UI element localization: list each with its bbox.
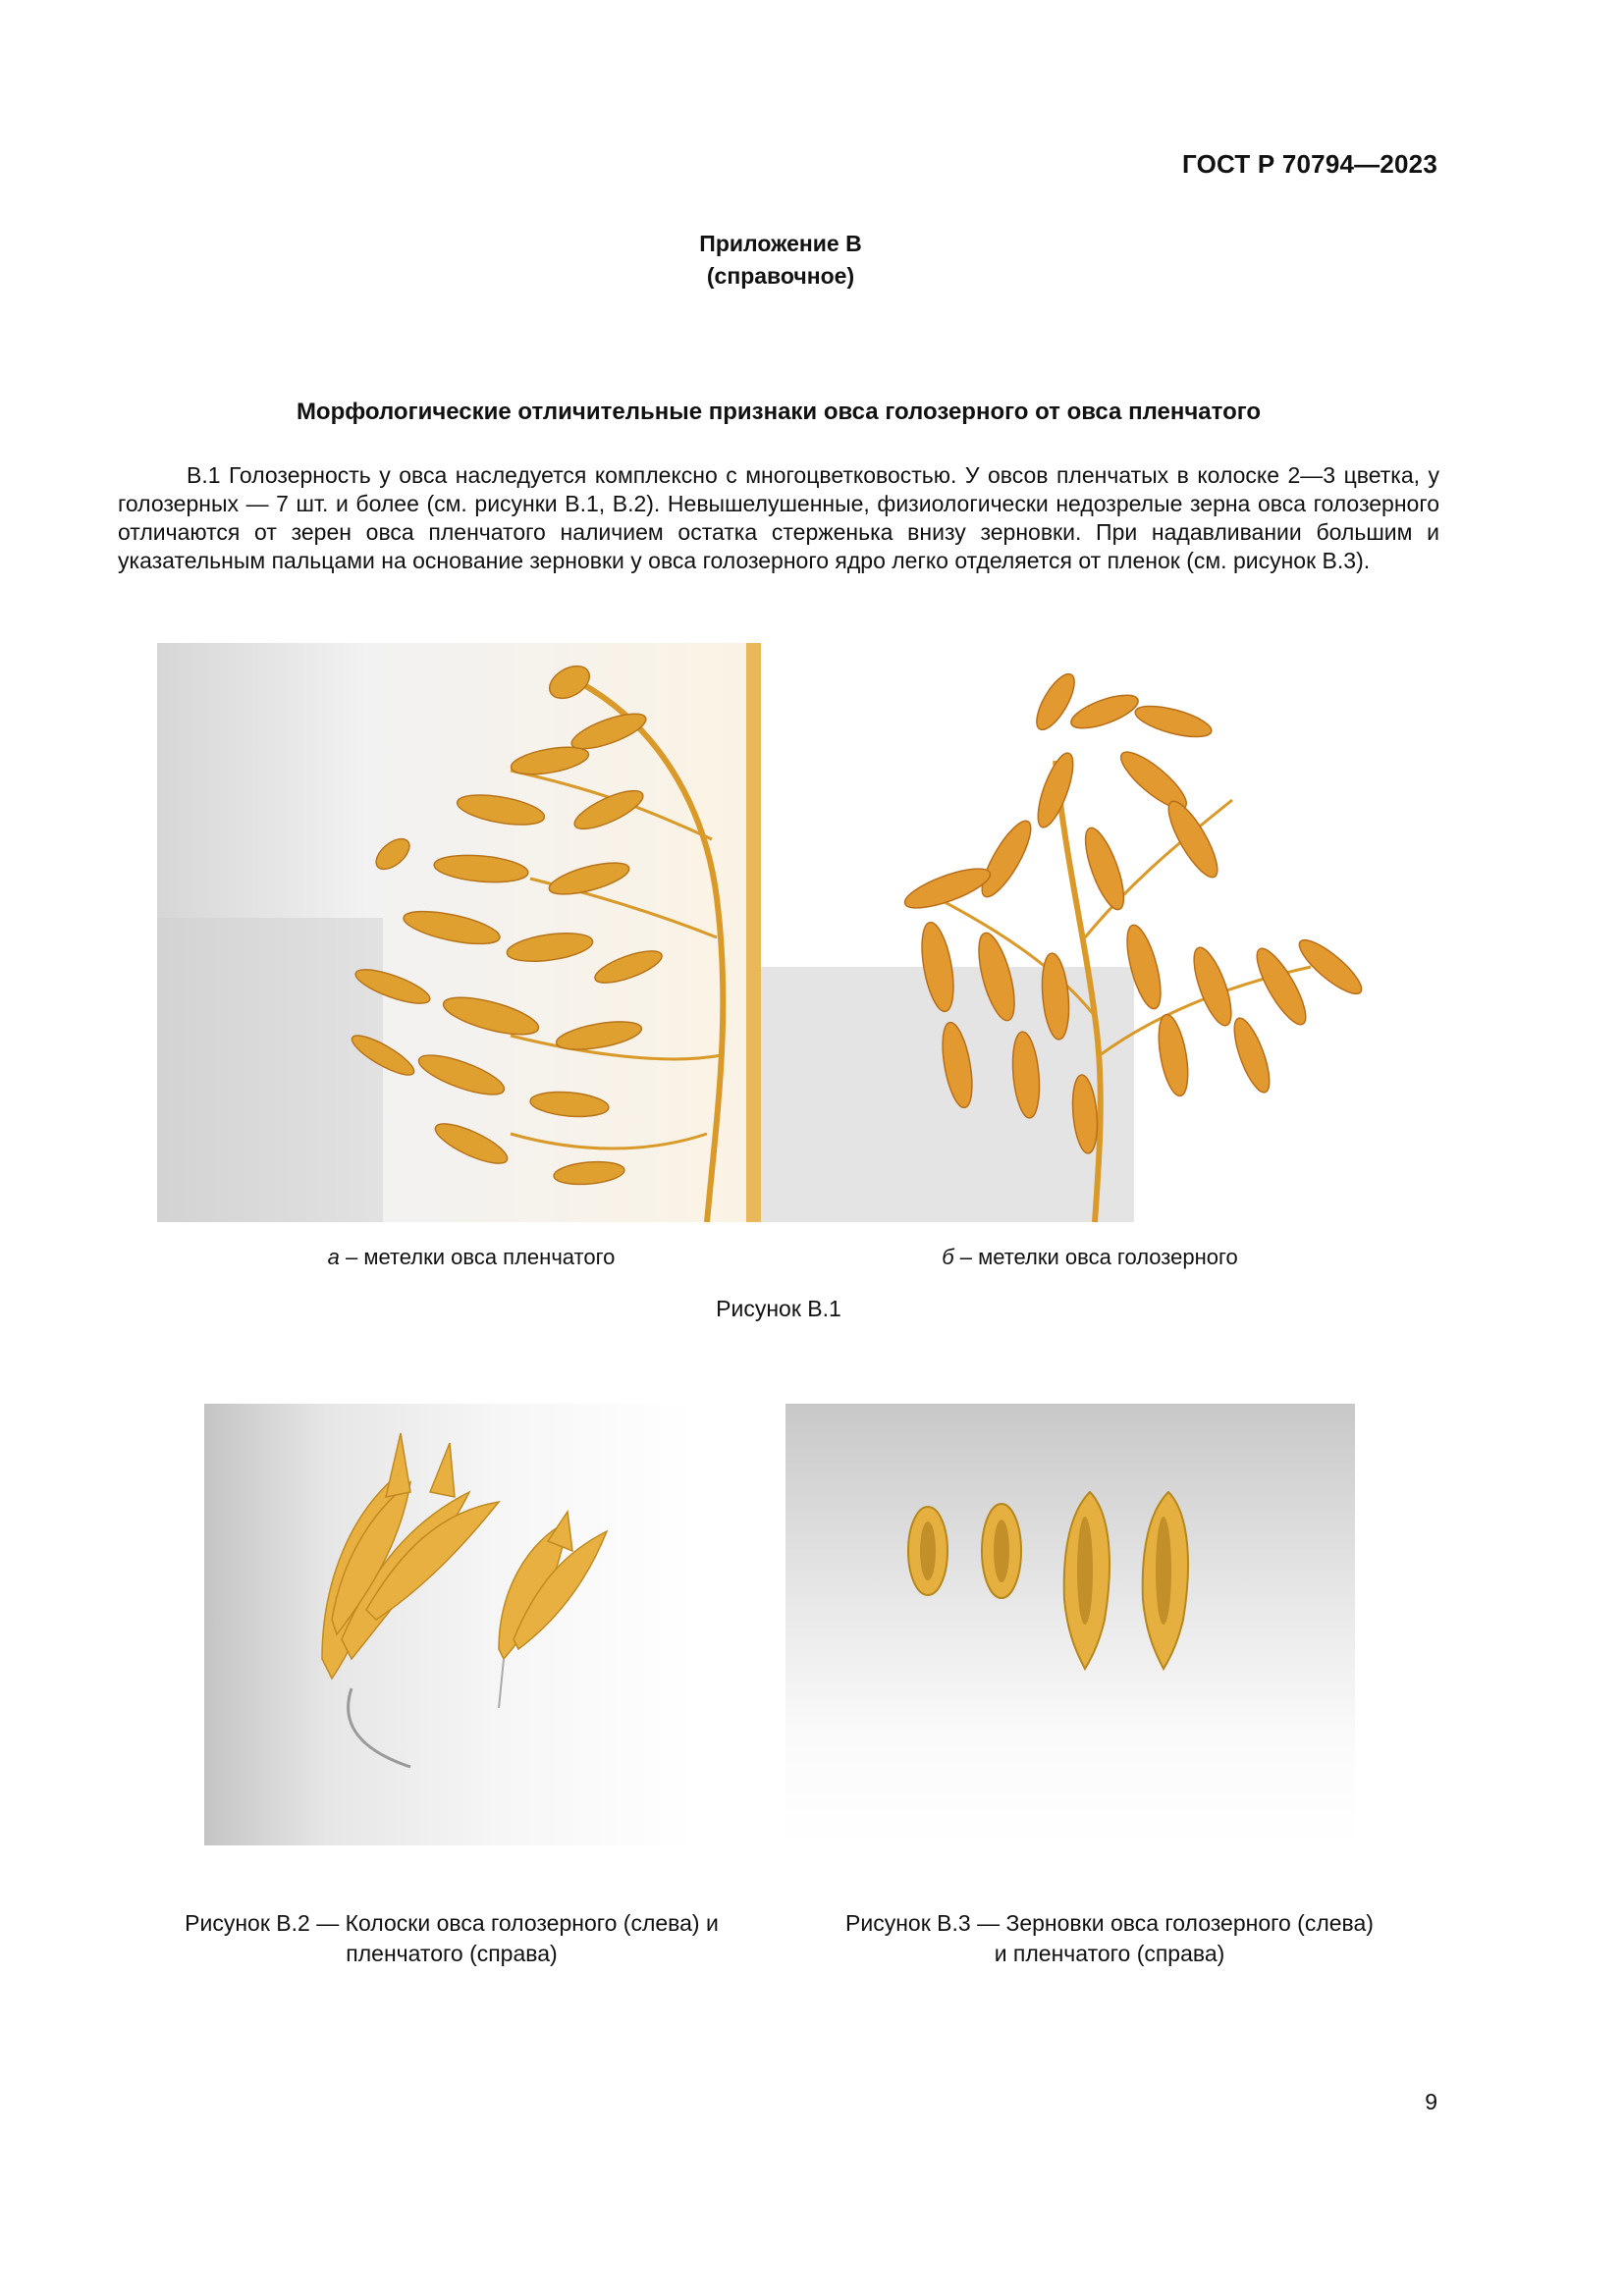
figure-b3-caption xyxy=(805,1908,1414,1969)
photo-panicle-naked xyxy=(761,643,1409,1222)
section-title: Морфологические отличительные признаки овса голозерного от овса пленчатого xyxy=(296,399,1262,425)
annex-note: (справочное) xyxy=(706,263,855,289)
figure-b2-caption-line1: Рисунок В.2 — Колоски овса голозерного (слева) и xyxy=(185,1910,719,1936)
figure-b1-caption: Рисунок В.1 xyxy=(716,1296,841,1321)
figure-b2-caption xyxy=(147,1908,756,1969)
figure-b2-caption-line2: пленчатого (справа) xyxy=(346,1941,558,1966)
figure-b3-caption-line2: и пленчатого (справа) xyxy=(994,1941,1225,1966)
figure-b3-caption-line1: Рисунок В.3 — Зерновки овса голозерного (слева) xyxy=(845,1910,1374,1936)
body-paragraph: В.1 Голозерность у овса наследуется комплексно с многоцветковостью. У овсов пленчатых в колоске 2—3 цветка, у голозерных — 7 шт. и более (см. рисунки В.1, В.2). Невышелушенные, физиологически недозрелые зерна овса голозерного отличаются от зерен овса пленчатого наличием остатка стерженька внизу зерновки. При надавливании большим и указательным пальцами на основание зерновки у овса голозерного ядро легко отделяется от пленок (см. рисунок В.3). xyxy=(118,462,1439,573)
annex-heading xyxy=(0,228,1624,293)
page-number: 9 xyxy=(1425,2089,1437,2114)
figure-b1-sub-b xyxy=(884,1245,1296,1270)
annex-title: Приложение В xyxy=(699,231,862,256)
sub-b-text: – метелки овса голозерного xyxy=(953,1245,1238,1269)
figure-b1-sub-a xyxy=(275,1245,668,1270)
document-code: ГОСТ Р 70794—2023 xyxy=(1182,149,1437,179)
photo-panicle-hulled xyxy=(157,643,761,1222)
sub-b-letter: б xyxy=(942,1245,954,1269)
photo-caryopses xyxy=(785,1404,1355,1845)
sub-a-letter: а xyxy=(327,1245,340,1269)
photo-spikelets xyxy=(204,1404,695,1845)
sub-a-text: – метелки овса пленчатого xyxy=(339,1245,616,1269)
